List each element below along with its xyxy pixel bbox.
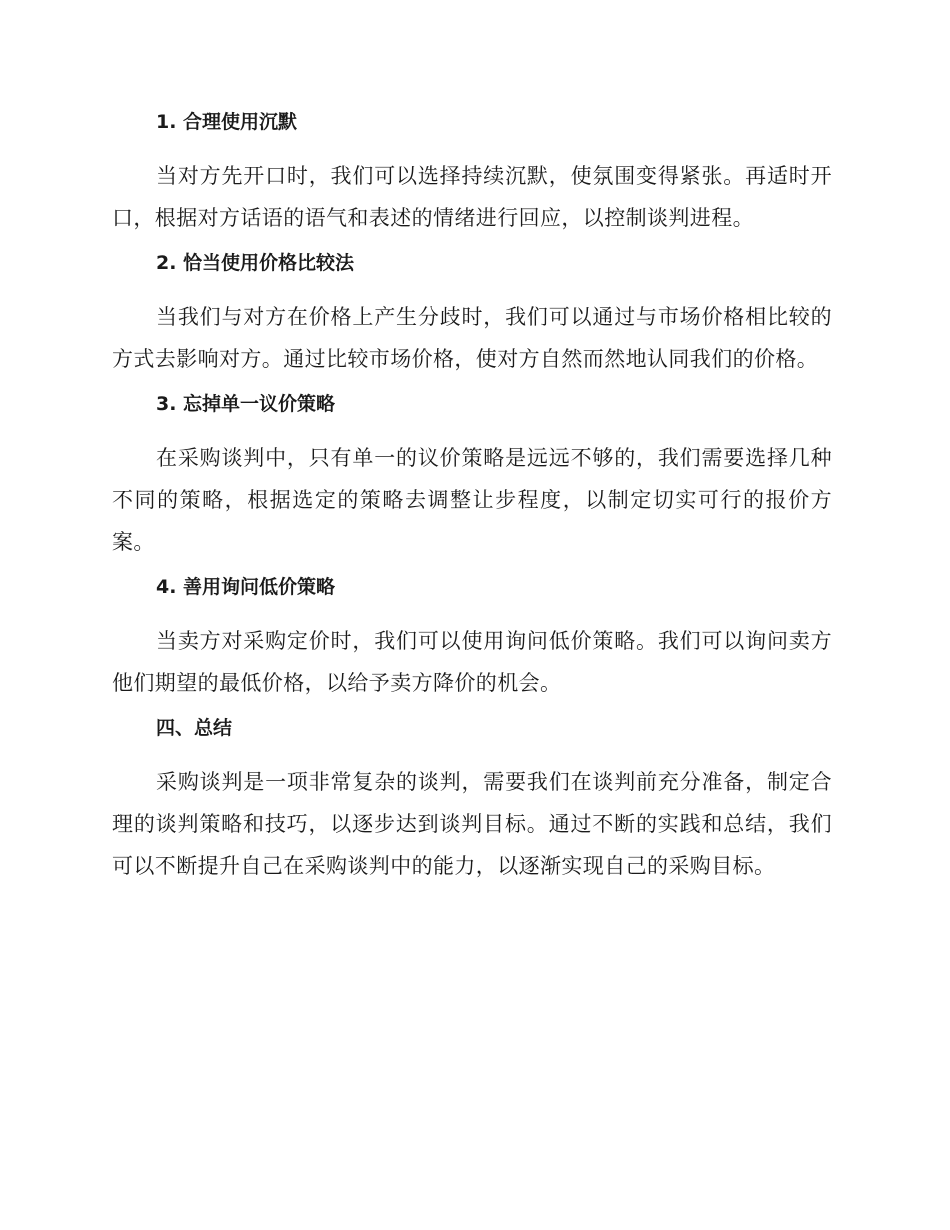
section-heading-1: 1. 合理使用沉默 <box>156 111 298 133</box>
section-heading-4: 4. 善用询问低价策略 <box>156 576 336 598</box>
summary-heading: 四、总结 <box>156 717 233 739</box>
section-paragraph-3: 在采购谈判中，只有单一的议价策略是远远不够的，我们需要选择几种不同的策略，根据选定的策略去调整让步程度，以制定切实可行的报价方案。 <box>112 446 832 554</box>
section-heading-2: 2. 恰当使用价格比较法 <box>156 252 355 274</box>
document-page <box>112 108 832 897</box>
section-heading-3: 3. 忘掉单一议价策略 <box>156 393 336 415</box>
section-paragraph-1: 当对方先开口时，我们可以选择持续沉默，使氛围变得紧张。再适时开口，根据对方话语的语气和表述的情绪进行回应，以控制谈判进程。 <box>112 164 832 230</box>
section-paragraph-2: 当我们与对方在价格上产生分歧时，我们可以通过与市场价格相比较的方式去影响对方。通过比较市场价格，使对方自然而然地认同我们的价格。 <box>112 305 832 371</box>
section-paragraph-4: 当卖方对采购定价时，我们可以使用询问低价策略。我们可以询问卖方他们期望的最低价格，以给予卖方降价的机会。 <box>112 629 832 695</box>
summary-paragraph: 采购谈判是一项非常复杂的谈判，需要我们在谈判前充分准备，制定合理的谈判策略和技巧，以逐步达到谈判目标。通过不断的实践和总结，我们可以不断提升自己在采购谈判中的能力，以逐渐实现自己的采购目标。 <box>112 770 832 878</box>
